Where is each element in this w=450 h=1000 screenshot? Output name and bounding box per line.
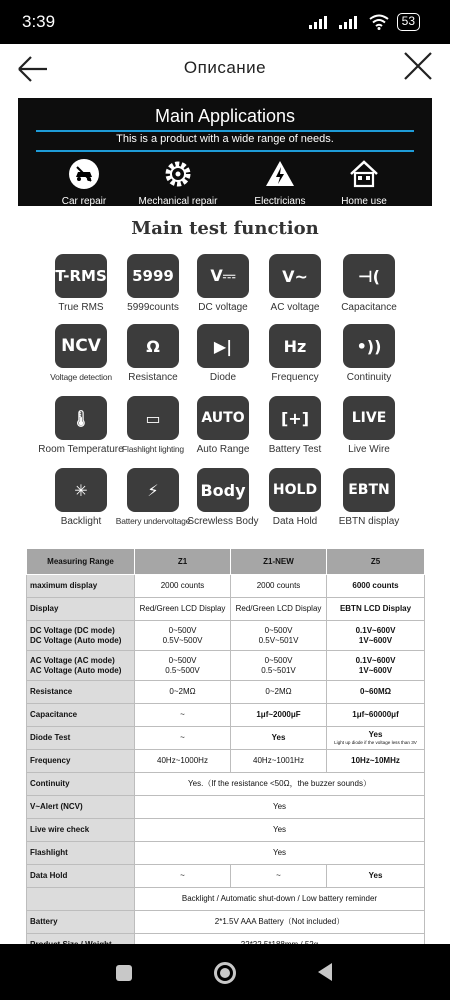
banner-divider [36,130,414,132]
feature-label: Live Wire [348,444,390,455]
feature-icon: •)) [343,324,395,368]
cell-line: 0~500V [264,655,293,665]
feature-icon: Body [197,468,249,512]
row-label: Live wire check [27,819,135,842]
feature-icon: NCV [55,324,107,368]
cell [327,621,425,651]
row-label: maximum display [27,575,135,598]
table-row [27,888,425,911]
app-bar [0,44,450,96]
cell: ~ [135,727,231,750]
feature-label: Room Temperature [38,444,124,455]
feature-icon: ▶| [197,324,249,368]
feature-icon: Ω [127,324,179,368]
cell-line: 0~500V [168,655,197,665]
row-label: Data Hold [27,865,135,888]
signal-icon [309,15,331,29]
wifi-icon [369,14,389,30]
feature-icon: EBTN [343,468,395,512]
nav-back-button[interactable] [318,963,332,981]
cell-line: 0.5V~500V [162,635,203,645]
cell-line: 0.1V~600V [355,655,396,665]
feature-icon: ⚡ [127,468,179,512]
banner-divider [36,150,414,152]
cell: EBTN LCD Display [327,598,425,621]
app-car-repair [34,158,134,207]
feature-icon: V⎓ [197,254,249,298]
cell-line: 0~500V [264,625,293,635]
cell: ~ [231,865,327,888]
table-header: Z1-NEW [231,549,327,575]
cell-line: 1V~600V [358,665,393,675]
app-mechanical-repair [128,158,228,207]
table-row [27,819,425,842]
table-row [27,773,425,796]
row-label: Continuity [27,773,135,796]
house-icon [348,158,380,190]
feature-label: Voltage detection [50,372,112,382]
functions-title: Main test function [131,218,319,239]
table-row [27,842,425,865]
cell: 40Hz~1001Hz [231,750,327,773]
row-label: Diode Test [27,727,135,750]
feature-icon: T-RMS [55,254,107,298]
cell [231,621,327,651]
cell-line: 0.1V~600V [355,625,396,635]
cell-line: 0.5V~501V [258,635,299,645]
cell: Yes [231,727,327,750]
cell: 2000 counts [135,575,231,598]
app-label: Mechanical repair [138,196,218,207]
row-label-line: AC Voltage (AC mode) [30,655,115,665]
cell-line: 1V~600V [358,635,393,645]
cell [231,651,327,681]
feature-label: Backlight [60,516,102,527]
table-header-row [27,549,425,575]
table-row [27,575,425,598]
feature-label: Capacitance [341,302,397,313]
feature-icon: 5999 [127,254,179,298]
table-row [27,727,425,750]
banner-subtitle: This is a product with a wide range of needs. [116,133,334,145]
table-row [27,704,425,727]
cell: 10Hz~10MHz [327,750,425,773]
table-row [27,651,425,681]
description-content [0,96,450,944]
feature-label: Flashlight lighting [122,444,184,454]
status-icons [309,12,420,32]
feature-live-wire [324,396,414,455]
feature-ebtn-display [324,468,414,527]
feature-label: Frequency [271,372,319,383]
banner-title: Main Applications [154,106,296,126]
signal-2-icon [339,15,361,29]
feature-label: Screwless Body [187,516,259,527]
main-applications-banner [18,98,432,206]
cell: Red/Green LCD Display [135,598,231,621]
cell: Yes [135,842,425,865]
feature-label: DC voltage [198,302,248,313]
cell: Yes [135,819,425,842]
row-label-line: DC Voltage (DC mode) [30,625,115,635]
app-label: Home use [341,196,387,207]
feature-label: Auto Range [196,444,250,455]
row-label: Display [27,598,135,621]
cell: ~ [135,704,231,727]
feature-icon: V~ [269,254,321,298]
cell: Red/Green LCD Display [231,598,327,621]
table-row [27,621,425,651]
cell: 0~2MΩ [231,681,327,704]
row-label [27,651,135,681]
feature-label: 5999counts [127,302,179,313]
table-row [27,911,425,934]
cell: 0~60MΩ [327,681,425,704]
feature-icon: ▭ [127,396,179,440]
cell: 6000 counts [327,575,425,598]
row-label: V~Alert (NCV) [27,796,135,819]
cell-line: 0.5~501V [261,665,296,675]
table-row [27,865,425,888]
feature-icon: ⊣( [343,254,395,298]
cell [327,727,425,750]
table-row [27,750,425,773]
home-button[interactable] [214,962,236,984]
lightning-icon [264,158,296,190]
cell-line: 0.5~500V [165,665,200,675]
feature-label: EBTN display [338,516,400,527]
cell: 1μf~2000μF [231,704,327,727]
table-header: Z5 [327,549,425,575]
cell: 40Hz~1000Hz [135,750,231,773]
cell [135,621,231,651]
feature-capacitance [324,254,414,313]
row-label: Flashlight [27,842,135,865]
feature-icon: ✳ [55,468,107,512]
feature-label: Battery Test [268,444,322,455]
feature-icon: Hz [269,324,321,368]
gear-icon [162,158,194,190]
status-time: 3:39 [22,12,56,31]
feature-icon: LIVE [343,396,395,440]
cell [135,651,231,681]
cell-note: Light up diode if the voltage less than 3V [334,740,417,746]
table-row [27,598,425,621]
feature-label: Resistance [128,372,178,383]
feature-continuity [324,324,414,383]
feature-label: Continuity [346,372,392,383]
feature-label: Diode [209,372,237,383]
table-header: Z1 [135,549,231,575]
cell: Yes [135,796,425,819]
spec-table [26,548,425,957]
row-label-line: AC Voltage (Auto mode) [30,665,122,675]
feature-label: True RMS [58,302,104,313]
feature-label: Battery undervoltage [115,516,191,526]
cell: 2*1.5V AAA Battery（Not included） [135,911,425,934]
cell: Yes.（If the resistance <50Ω，the buzzer sounds） [135,773,425,796]
page-title: Описание [183,58,267,77]
status-bar [0,0,450,44]
cell: 1μf~60000μf [327,704,425,727]
cell-line: 0~500V [168,625,197,635]
table-row [27,681,425,704]
cell-line: Yes [368,730,383,740]
cell [327,651,425,681]
close-icon[interactable] [402,50,434,82]
feature-label: AC voltage [270,302,320,313]
system-nav-bar [0,944,450,1000]
cell: 2000 counts [231,575,327,598]
row-label-line: DC Voltage (Auto mode) [30,635,122,645]
battery-indicator: 53 [397,13,420,31]
table-header: Measuring Range [27,549,135,575]
feature-icon: 🌡 [55,396,107,440]
row-label: Frequency [27,750,135,773]
feature-icon: AUTO [197,396,249,440]
cell: ~ [135,865,231,888]
app-home-use [314,158,414,207]
feature-icon: [+] [269,396,321,440]
feature-icon: HOLD [269,468,321,512]
app-label: Car repair [61,196,107,207]
row-label [27,888,135,911]
row-label [27,621,135,651]
cell: Yes [327,865,425,888]
feature-label: Data Hold [272,516,318,527]
row-label: Capacitance [27,704,135,727]
cell: Backlight / Automatic shut-down / Low battery reminder [135,888,425,911]
row-label: Battery [27,911,135,934]
recents-button[interactable] [116,965,132,981]
app-label: Electricians [254,196,306,207]
table-row [27,796,425,819]
cell: 0~2MΩ [135,681,231,704]
car-icon [68,158,100,190]
row-label: Resistance [27,681,135,704]
